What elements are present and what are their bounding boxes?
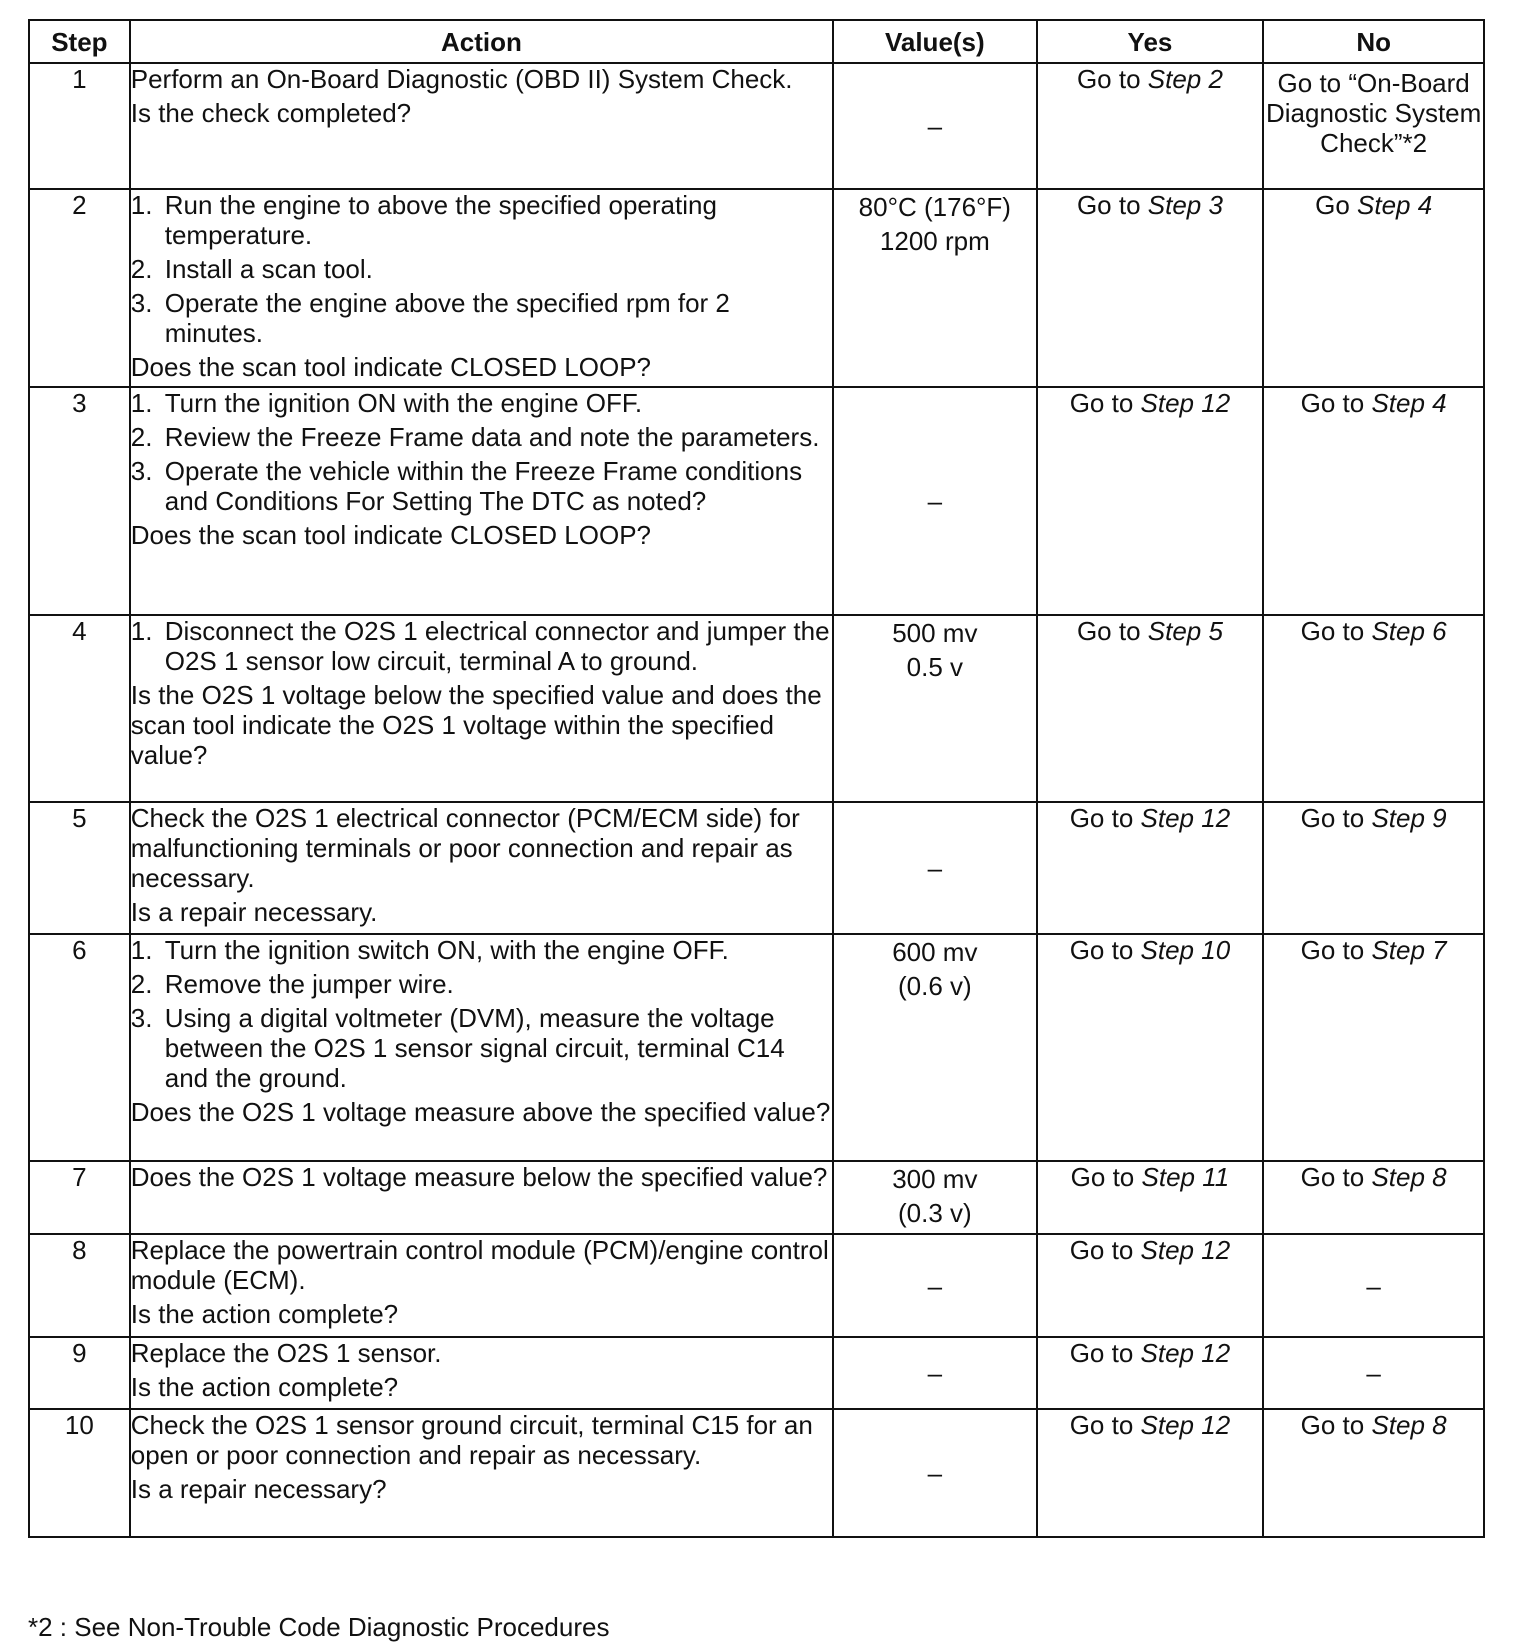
yes-cell bbox=[1037, 1161, 1264, 1234]
value-line: 300 mv bbox=[892, 1164, 978, 1194]
action-cell bbox=[130, 189, 833, 387]
action-list-item bbox=[131, 1003, 832, 1093]
table-row bbox=[29, 1161, 1484, 1234]
list-item-number: 2. bbox=[130, 254, 153, 284]
step-number: 7 bbox=[29, 1161, 130, 1234]
list-item-number: 1. bbox=[130, 935, 153, 965]
action-paragraph: Check the O2S 1 electrical connector (PCM/ECM side) for malfunctioning terminals or poor connection and repair as necessary. bbox=[130, 803, 800, 893]
yes-prefix: Go to bbox=[1069, 388, 1141, 418]
action-cell bbox=[130, 934, 833, 1161]
action-question: Does the scan tool indicate CLOSED LOOP? bbox=[130, 352, 652, 382]
list-item-number: 3. bbox=[130, 288, 153, 318]
table-row bbox=[29, 189, 1484, 387]
action-question: Is the O2S 1 voltage below the specified value and does the scan tool indicate the O2S 1 voltage within the specified value? bbox=[130, 680, 822, 770]
yes-cell bbox=[1037, 387, 1264, 615]
no-cell bbox=[1263, 615, 1484, 802]
list-item-number: 2. bbox=[130, 969, 153, 999]
value-cell bbox=[833, 615, 1037, 802]
table-row bbox=[29, 387, 1484, 615]
action-list-item bbox=[131, 190, 832, 250]
table-body bbox=[29, 63, 1484, 1537]
list-item-text: Install a scan tool. bbox=[164, 254, 373, 284]
yes-target-step: Step 3 bbox=[1147, 190, 1223, 220]
list-item-number: 1. bbox=[130, 616, 153, 646]
header-yes: Yes bbox=[1037, 20, 1264, 63]
no-target-step: Step 9 bbox=[1371, 803, 1447, 833]
table-row bbox=[29, 615, 1484, 802]
action-question: Does the O2S 1 voltage measure above the specified value? bbox=[130, 1097, 831, 1127]
action-cell bbox=[130, 1234, 833, 1337]
no-prefix: Go to bbox=[1300, 935, 1372, 965]
yes-target-step: Step 11 bbox=[1141, 1162, 1230, 1192]
list-item-number: 3. bbox=[130, 1003, 153, 1033]
list-item-text: Review the Freeze Frame data and note the parameters. bbox=[164, 422, 820, 452]
no-prefix: Go to bbox=[1300, 616, 1372, 646]
action-cell bbox=[130, 63, 833, 189]
action-cell bbox=[130, 1337, 833, 1409]
action-paragraph: Replace the O2S 1 sensor. bbox=[130, 1338, 442, 1368]
action-paragraph: Perform an On-Board Diagnostic (OBD II) System Check. bbox=[130, 64, 793, 94]
yes-target-step: Step 10 bbox=[1140, 935, 1231, 965]
yes-cell bbox=[1037, 1409, 1264, 1537]
footnote: *2 : See Non-Trouble Code Diagnostic Procedures bbox=[28, 1612, 610, 1642]
no-target-step: Step 8 bbox=[1371, 1162, 1447, 1192]
list-item-number: 1. bbox=[130, 190, 153, 220]
action-question: Does the O2S 1 voltage measure below the specified value? bbox=[130, 1162, 828, 1192]
action-cell bbox=[130, 802, 833, 934]
action-list-item bbox=[131, 422, 832, 452]
action-question: Is the action complete? bbox=[130, 1299, 399, 1329]
list-item-text: Operate the vehicle within the Freeze Frame conditions and Conditions For Setting The DTC as noted? bbox=[164, 456, 803, 516]
action-question: Is a repair necessary. bbox=[130, 897, 378, 927]
no-target-step: Step 7 bbox=[1371, 935, 1447, 965]
value-line: – bbox=[927, 1358, 943, 1388]
header-values: Value(s) bbox=[833, 20, 1037, 63]
yes-prefix: Go to bbox=[1069, 1338, 1141, 1368]
list-item-text: Turn the ignition ON with the engine OFF. bbox=[164, 388, 643, 418]
value-cell bbox=[833, 189, 1037, 387]
action-list-item bbox=[131, 935, 832, 965]
action-question: Does the scan tool indicate CLOSED LOOP? bbox=[130, 520, 652, 550]
list-item-text: Turn the ignition switch ON, with the engine OFF. bbox=[164, 935, 729, 965]
value-line: (0.6 v) bbox=[897, 971, 972, 1001]
table-row bbox=[29, 802, 1484, 934]
step-number: 1 bbox=[29, 63, 130, 189]
yes-prefix: Go to bbox=[1069, 803, 1141, 833]
action-cell bbox=[130, 615, 833, 802]
action-question: Is the action complete? bbox=[130, 1372, 399, 1402]
value-cell bbox=[833, 1234, 1037, 1337]
yes-cell bbox=[1037, 802, 1264, 934]
no-target-step: Step 4 bbox=[1357, 190, 1433, 220]
list-item-text: Run the engine to above the specified operating temperature. bbox=[164, 190, 717, 250]
yes-cell bbox=[1037, 1234, 1264, 1337]
yes-target-step: Step 12 bbox=[1140, 1410, 1231, 1440]
no-target-step: Step 4 bbox=[1371, 388, 1447, 418]
header-step: Step bbox=[29, 20, 130, 63]
value-line: (0.3 v) bbox=[897, 1198, 972, 1228]
yes-prefix: Go to bbox=[1069, 1235, 1141, 1265]
value-line: – bbox=[927, 853, 943, 883]
value-line: 600 mv bbox=[892, 937, 978, 967]
yes-prefix: Go to bbox=[1069, 1410, 1141, 1440]
yes-target-step: Step 12 bbox=[1140, 388, 1231, 418]
value-line: – bbox=[927, 486, 943, 516]
step-number: 3 bbox=[29, 387, 130, 615]
action-cell bbox=[130, 1409, 833, 1537]
step-number: 8 bbox=[29, 1234, 130, 1337]
header-no: No bbox=[1263, 20, 1484, 63]
yes-target-step: Step 12 bbox=[1140, 1338, 1231, 1368]
no-prefix: Go to bbox=[1300, 1410, 1372, 1440]
value-cell bbox=[833, 802, 1037, 934]
table-row bbox=[29, 63, 1484, 189]
yes-target-step: Step 5 bbox=[1147, 616, 1223, 646]
list-item-text: Operate the engine above the specified rpm for 2 minutes. bbox=[164, 288, 730, 348]
no-cell bbox=[1263, 387, 1484, 615]
action-cell bbox=[130, 1161, 833, 1234]
no-cell bbox=[1263, 1409, 1484, 1537]
step-number: 9 bbox=[29, 1337, 130, 1409]
no-cell bbox=[1263, 1337, 1484, 1409]
step-number: 5 bbox=[29, 802, 130, 934]
no-cell bbox=[1263, 1161, 1484, 1234]
list-item-text: Disconnect the O2S 1 electrical connector and jumper the O2S 1 sensor low circuit, terminal A to ground. bbox=[164, 616, 830, 676]
yes-target-step: Step 2 bbox=[1147, 64, 1223, 94]
step-number: 6 bbox=[29, 934, 130, 1161]
yes-prefix: Go to bbox=[1069, 935, 1141, 965]
no-cell bbox=[1263, 934, 1484, 1161]
action-list-item bbox=[131, 969, 832, 999]
step-number: 10 bbox=[29, 1409, 130, 1537]
value-cell bbox=[833, 63, 1037, 189]
value-cell bbox=[833, 1337, 1037, 1409]
value-line: 80°C (176°F) bbox=[858, 192, 1011, 222]
action-question: Is the check completed? bbox=[130, 98, 412, 128]
no-prefix: Go to bbox=[1300, 1162, 1372, 1192]
yes-prefix: Go to bbox=[1076, 190, 1148, 220]
action-list-item bbox=[131, 254, 832, 284]
yes-cell bbox=[1037, 615, 1264, 802]
no-text: – bbox=[1366, 1358, 1381, 1388]
no-prefix: Go to bbox=[1300, 803, 1372, 833]
header-action: Action bbox=[130, 20, 833, 63]
action-question: Is a repair necessary? bbox=[130, 1474, 387, 1504]
list-item-number: 2. bbox=[130, 422, 153, 452]
no-prefix: Go to bbox=[1300, 388, 1372, 418]
value-line: 0.5 v bbox=[906, 652, 964, 682]
value-cell bbox=[833, 1161, 1037, 1234]
yes-target-step: Step 12 bbox=[1140, 1235, 1231, 1265]
no-target-step: Step 8 bbox=[1371, 1410, 1447, 1440]
value-cell bbox=[833, 1409, 1037, 1537]
yes-cell bbox=[1037, 1337, 1264, 1409]
value-line: 500 mv bbox=[892, 618, 978, 648]
value-cell bbox=[833, 387, 1037, 615]
action-paragraph: Replace the powertrain control module (PCM)/engine control module (ECM). bbox=[130, 1235, 829, 1295]
list-item-number: 3. bbox=[130, 456, 153, 486]
list-item-text: Using a digital voltmeter (DVM), measure the voltage between the O2S 1 sensor signal circuit, terminal C14 and the ground. bbox=[164, 1003, 785, 1093]
table-header-row bbox=[29, 20, 1484, 63]
step-number: 4 bbox=[29, 615, 130, 802]
value-line: – bbox=[927, 111, 943, 141]
no-cell bbox=[1263, 63, 1484, 189]
value-cell bbox=[833, 934, 1037, 1161]
table-row bbox=[29, 1337, 1484, 1409]
no-cell bbox=[1263, 189, 1484, 387]
table-row bbox=[29, 1234, 1484, 1337]
no-prefix: Go bbox=[1315, 190, 1358, 220]
value-line: – bbox=[927, 1458, 943, 1488]
yes-prefix: Go to bbox=[1076, 616, 1148, 646]
no-target-step: Step 6 bbox=[1371, 616, 1447, 646]
action-list-item bbox=[131, 388, 832, 418]
yes-prefix: Go to bbox=[1076, 64, 1148, 94]
yes-prefix: Go to bbox=[1070, 1162, 1142, 1192]
yes-cell bbox=[1037, 63, 1264, 189]
action-list-item bbox=[131, 288, 832, 348]
action-cell bbox=[130, 387, 833, 615]
table-row bbox=[29, 934, 1484, 1161]
yes-cell bbox=[1037, 934, 1264, 1161]
list-item-number: 1. bbox=[130, 388, 153, 418]
step-number: 2 bbox=[29, 189, 130, 387]
value-line: 1200 rpm bbox=[879, 226, 990, 256]
no-text: Go to “On-Board Diagnostic System Check”*2 bbox=[1265, 68, 1482, 158]
yes-cell bbox=[1037, 189, 1264, 387]
action-paragraph: Check the O2S 1 sensor ground circuit, terminal C15 for an open or poor connection and repair as necessary. bbox=[130, 1410, 813, 1470]
table-row bbox=[29, 1409, 1484, 1537]
diagnostic-table bbox=[28, 19, 1485, 1538]
yes-target-step: Step 12 bbox=[1140, 803, 1231, 833]
action-list-item bbox=[131, 456, 832, 516]
value-line: – bbox=[927, 1270, 943, 1301]
action-list-item bbox=[131, 616, 832, 676]
list-item-text: Remove the jumper wire. bbox=[164, 969, 454, 999]
no-cell bbox=[1263, 802, 1484, 934]
no-cell bbox=[1263, 1234, 1484, 1337]
no-text: – bbox=[1366, 1270, 1381, 1301]
